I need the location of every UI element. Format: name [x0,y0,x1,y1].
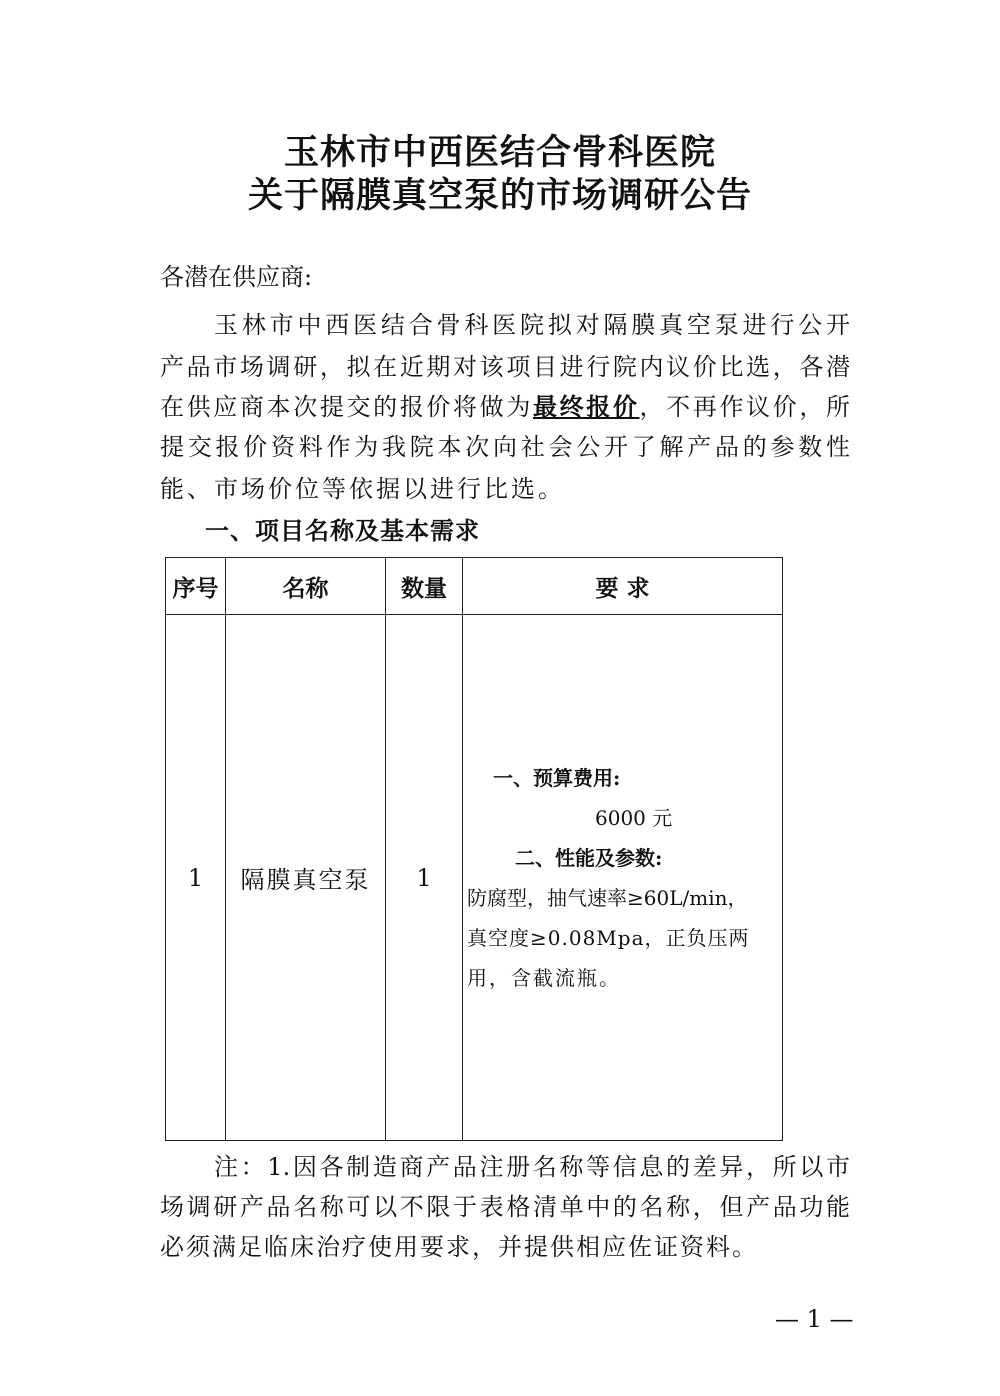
requirement-line: 防腐型，抽气速率≥60L/min， [467,885,748,910]
requirement-line: 用，含截流瓶。 [467,965,621,990]
cell-index: 1 [166,615,226,1141]
section-heading: 一、项目名称及基本需求 [205,516,480,545]
note-line: 必须满足临床治疗使用要求，并提供相应佐证资料。 [160,1233,758,1261]
cell-qty: 1 [386,615,463,1141]
paragraph-line: 产品市场调研，拟在近期对该项目进行院内议价比选，各潜 [160,353,850,381]
final-quote-emphasis: 最终报价 [532,392,640,421]
budget-label: 一、预算费用: [493,765,621,790]
header-qty: 数量 [386,558,463,615]
paragraph-text: ，不再作议价，所 [639,393,851,421]
cell-requirements [463,615,783,1141]
paragraph-line [160,390,850,424]
document-title-line-2: 关于隔膜真空泵的市场调研公告 [247,175,752,216]
paragraph-line: 能、市场价位等依据以进行比选。 [160,475,565,503]
paragraph-line: 玉林市中西医结合骨科医院拟对隔膜真空泵进行公开 [214,311,850,339]
note-line: 场调研产品名称可以不限于表格清单中的名称，但产品功能 [160,1193,850,1221]
paragraph-line: 提交报价资料作为我院本次向社会公开了解产品的参数性 [160,433,850,461]
header-index: 序号 [166,558,226,615]
header-name: 名称 [226,558,386,615]
cell-name: 隔膜真空泵 [226,615,386,1141]
header-requirements: 要 求 [463,558,783,615]
table-row [166,615,783,1141]
performance-label: 二、性能及参数: [515,845,663,870]
document-title-line-1: 玉林市中西医结合骨科医院 [283,132,716,173]
paragraph-text: 在供应商本次提交的报价将做为 [160,393,533,421]
note-line: 注：1.因各制造商产品注册名称等信息的差异，所以市 [214,1153,850,1181]
requirements-table [165,557,783,1141]
table-header-row [166,558,783,615]
page-number: — 1 — [775,1305,854,1333]
requirement-line: 真空度≥0.08Mpa，正负压两 [467,925,750,950]
salutation: 各潜在供应商: [160,263,313,291]
budget-value: 6000 元 [595,805,673,830]
